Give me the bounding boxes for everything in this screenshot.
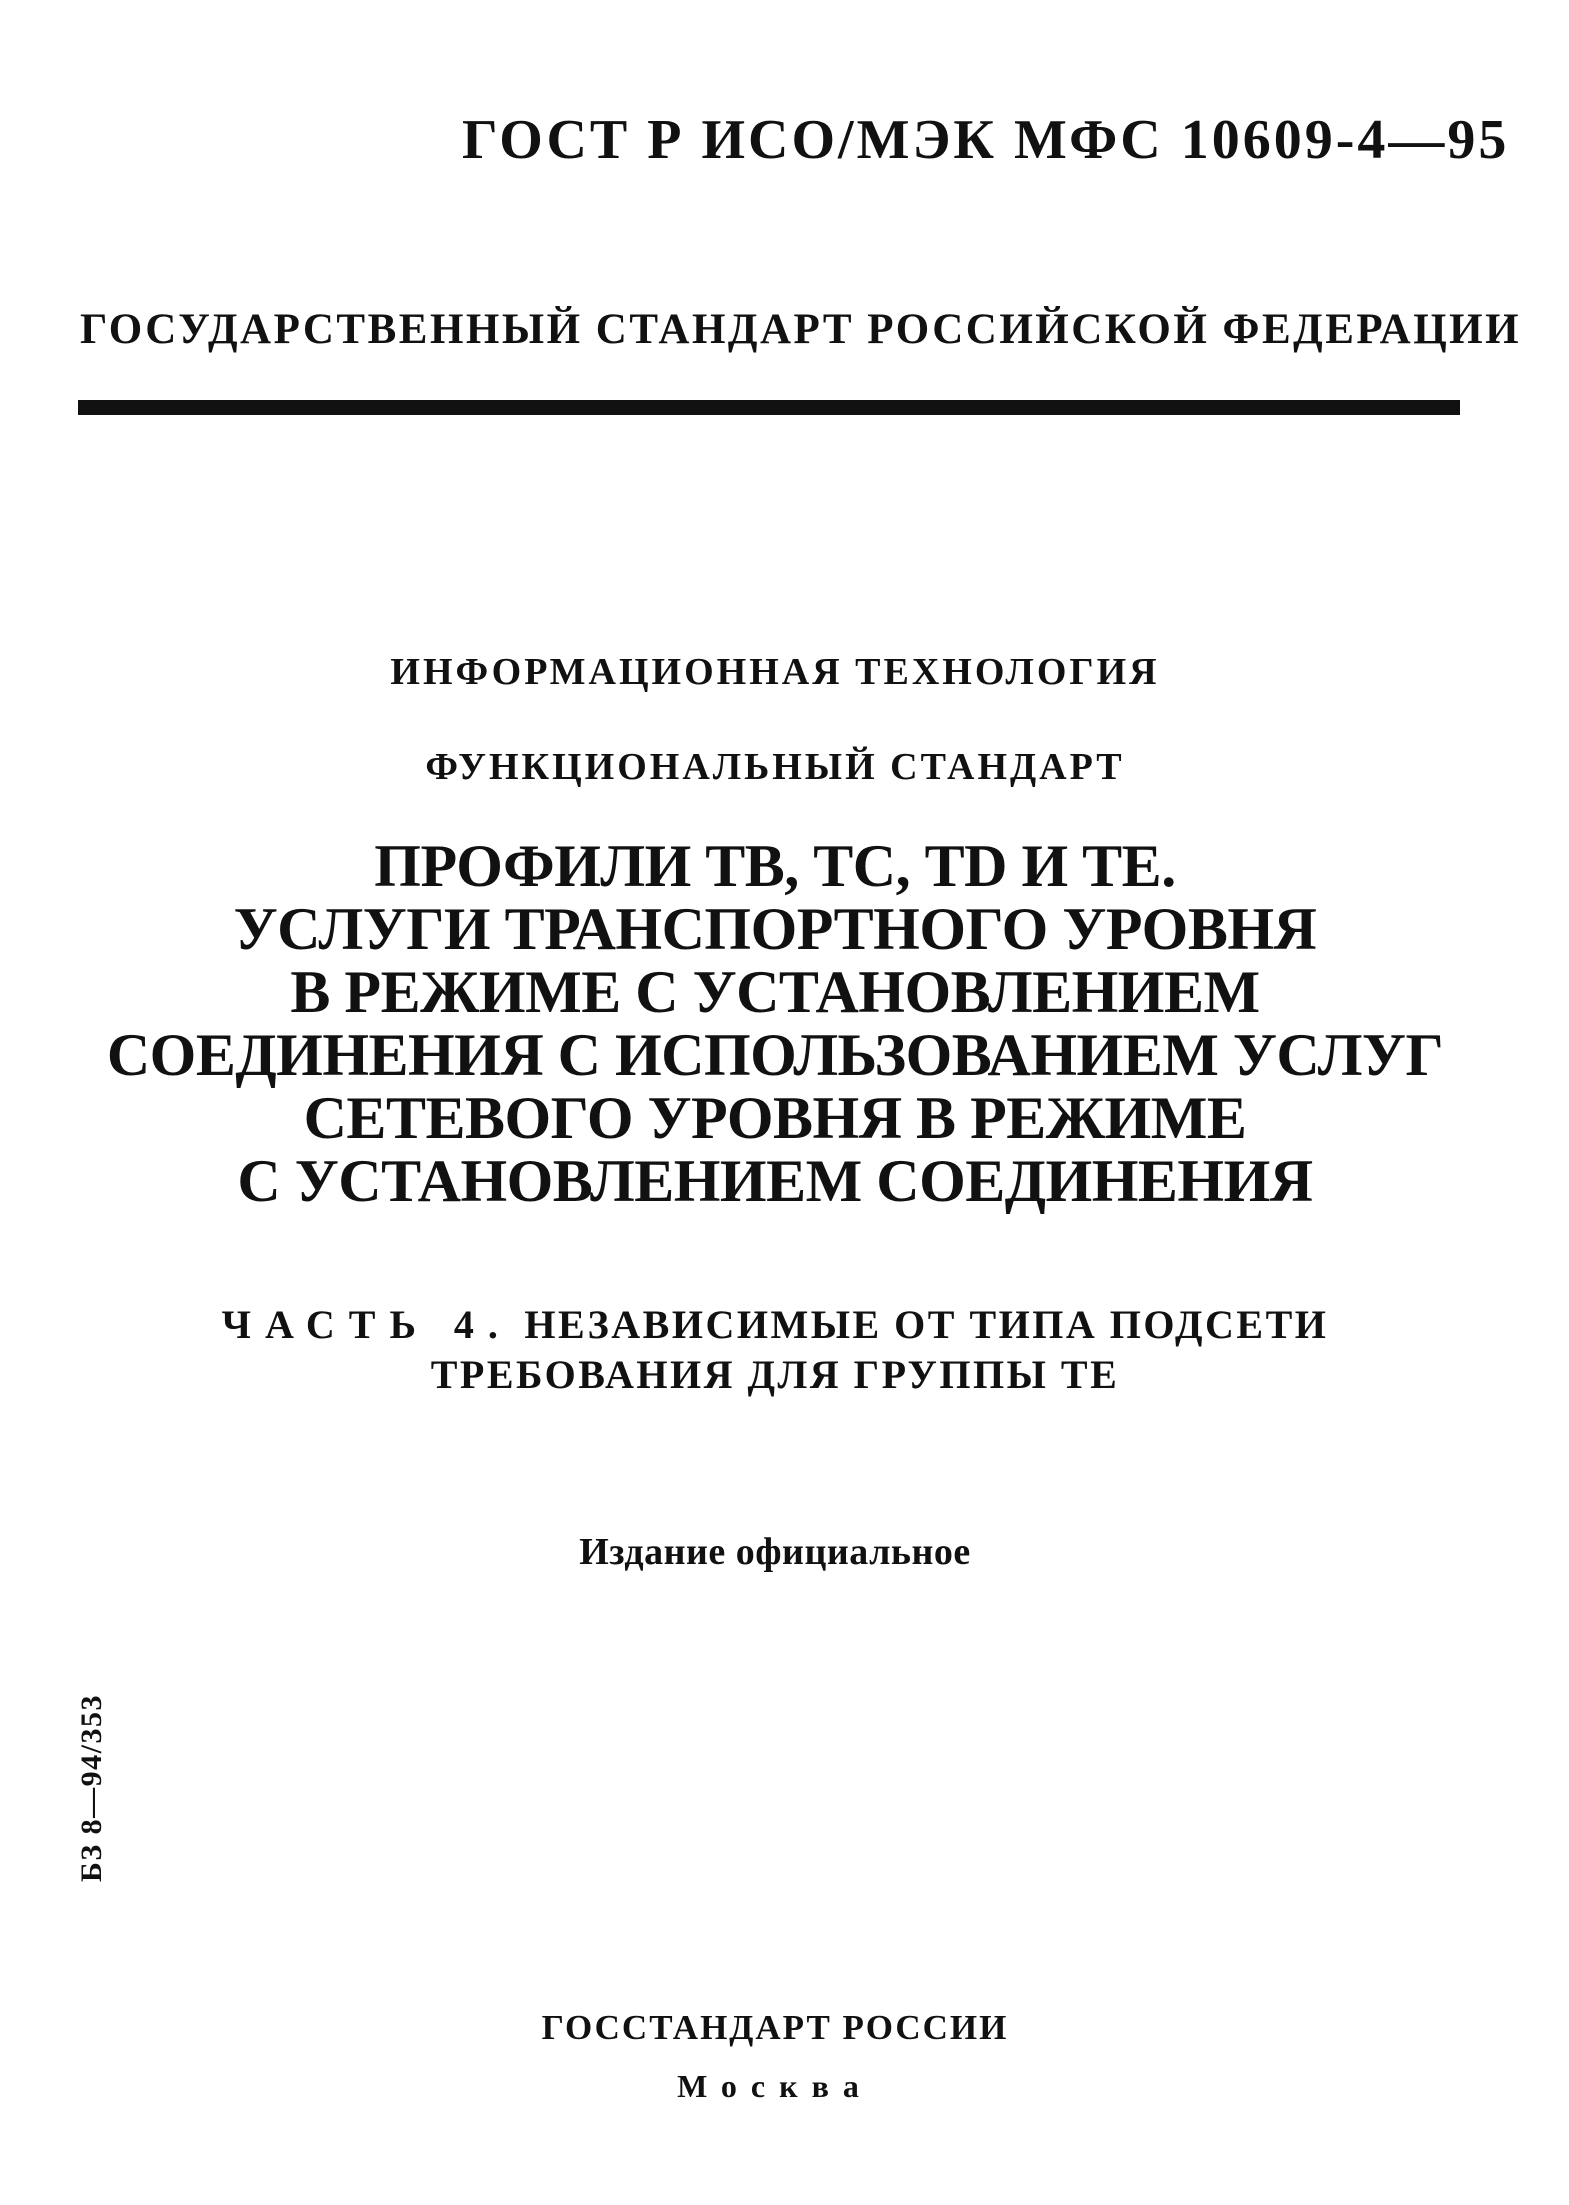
main-title: [60, 835, 1490, 1213]
part-title: [60, 1300, 1490, 1400]
part-title-line-2: ТРЕБОВАНИЯ ДЛЯ ГРУППЫ ТЕ: [430, 1352, 1120, 1397]
part-title-text: НЕЗАВИСИМЫЕ ОТ ТИПА ПОДСЕТИ: [524, 1302, 1329, 1347]
subject-heading: ИНФОРМАЦИОННАЯ ТЕХНОЛОГИЯ: [390, 651, 1160, 693]
part-title-line-1: [60, 1300, 1490, 1350]
side-code: БЗ 8—94/353: [75, 1693, 108, 1883]
main-title-line: ПРОФИЛИ ТВ, ТС, TD И ТЕ.: [374, 833, 1176, 899]
heading-rule: [78, 400, 1460, 415]
edition-note: Издание официальное: [579, 1531, 971, 1573]
main-title-line: УСЛУГИ ТРАНСПОРТНОГО УРОВНЯ: [233, 896, 1317, 962]
standard-designation: ГОСТ Р ИСО/МЭК МФС 10609-4—95: [462, 109, 1510, 171]
main-title-line: В РЕЖИМЕ С УСТАНОВЛЕНИЕМ: [290, 959, 1260, 1025]
state-standard-heading: ГОСУДАРСТВЕННЫЙ СТАНДАРТ РОССИЙСКОЙ ФЕДЕРАЦИИ: [80, 306, 1522, 353]
standard-kind-heading: ФУНКЦИОНАЛЬНЫЙ СТАНДАРТ: [425, 746, 1125, 788]
main-title-line: СЕТЕВОГО УРОВНЯ В РЕЖИМЕ: [303, 1085, 1247, 1151]
publisher: ГОССТАНДАРТ РОССИИ: [541, 2008, 1009, 2047]
main-title-line: СОЕДИНЕНИЯ С ИСПОЛЬЗОВАНИЕМ УСЛУГ: [106, 1022, 1444, 1088]
publication-city: Москва: [677, 2068, 873, 2104]
part-label: ЧАСТЬ 4.: [221, 1302, 512, 1347]
main-title-line: С УСТАНОВЛЕНИЕМ СОЕДИНЕНИЯ: [237, 1148, 1313, 1214]
